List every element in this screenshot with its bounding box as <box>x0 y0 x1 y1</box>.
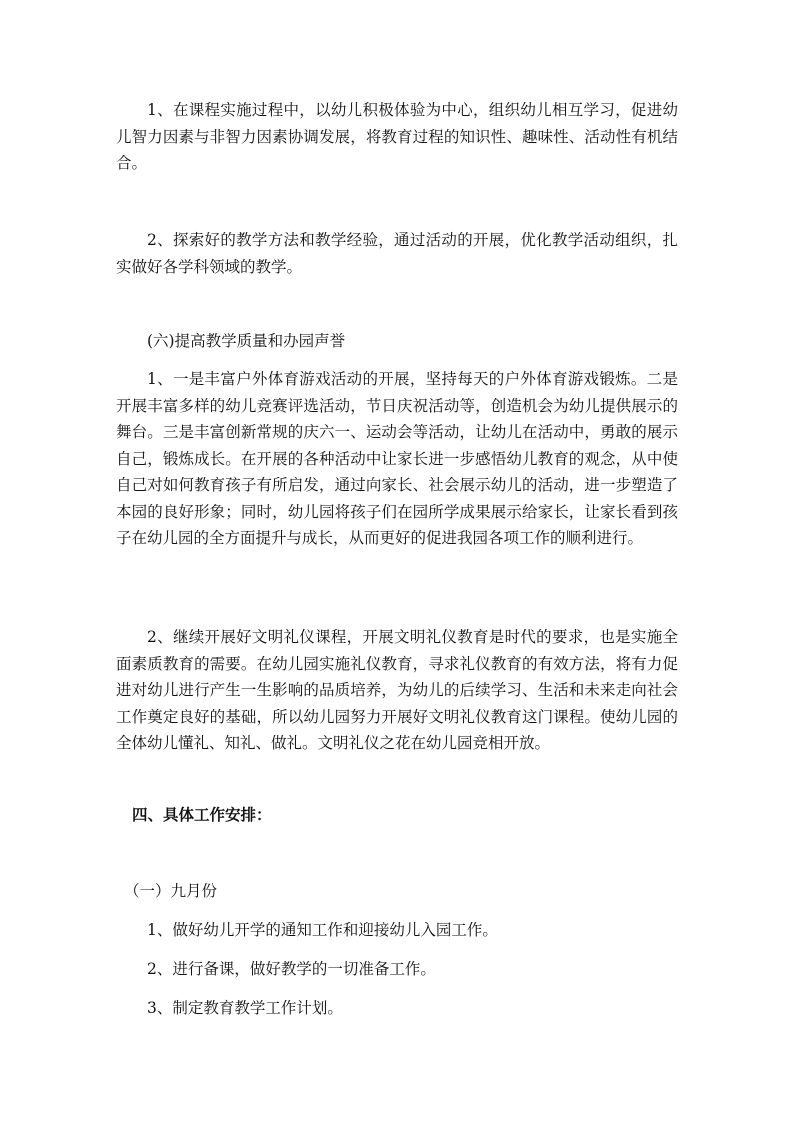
paragraph-outdoor-activities: 1、一是丰富户外体育游戏活动的开展，坚持每天的户外体育游戏锻炼。二是开展丰富多样的幼儿竞赛评选活动，节日庆祝活动等，创造机会为幼儿提供展示的舞台。三是丰富创新常规的庆六一、运动会等活动，让幼儿在活动中，勇敢的展示自己，锻炼成长。在开展的各种活动中让家长进一步感悟幼儿教育的观念，从中使自己对如何教育孩子有所启发，通过向家长、社会展示幼儿的活动，进一步塑造了本园的良好形象；同时，幼儿园将孩子们在园所学成果展示给家长，让家长看到孩子在幼儿园的全方面提升与成长，从而更好的促进我园各项工作的顺利进行。 <box>116 370 678 547</box>
september-heading: （一）九月份 <box>124 882 218 900</box>
section-six-heading: (六)提高教学质量和办园声誉 <box>147 332 346 350</box>
paragraph-etiquette-course: 2、继续开展好文明礼仪课程，开展文明礼仪教育是时代的要求，也是实施全面素质教育的需要。在幼儿园实施礼仪教育，寻求礼仪教育的有效方法，将有力促进对幼儿进行产生一生影响的品质培养，为幼儿的后续学习、生活和未来走向社会工作奠定良好的基础，所以幼儿园努力开展好文明礼仪教育这门课程。使幼儿园的全体幼儿懂礼、知礼、做礼。文明礼仪之花在幼儿园竞相开放。 <box>116 628 678 752</box>
section-four-heading: 四、具体工作安排： <box>132 806 272 824</box>
september-item-2: 2、进行备课，做好教学的一切准备工作。 <box>147 960 436 978</box>
september-item-1: 1、做好幼儿开学的通知工作和迎接幼儿入园工作。 <box>147 921 498 939</box>
september-item-3: 3、制定教育教学工作计划。 <box>147 999 343 1017</box>
paragraph-teaching-methods: 2、探索好的教学方法和教学经验，通过活动的开展，优化教学活动组织，扎实做好各学科领域的教学。 <box>116 231 678 276</box>
paragraph-curriculum-implementation: 1、在课程实施过程中，以幼儿积极体验为中心，组织幼儿相互学习，促进幼儿智力因素与非智力因素协调发展，将教育过程的知识性、趣味性、活动性有机结合。 <box>116 101 678 172</box>
